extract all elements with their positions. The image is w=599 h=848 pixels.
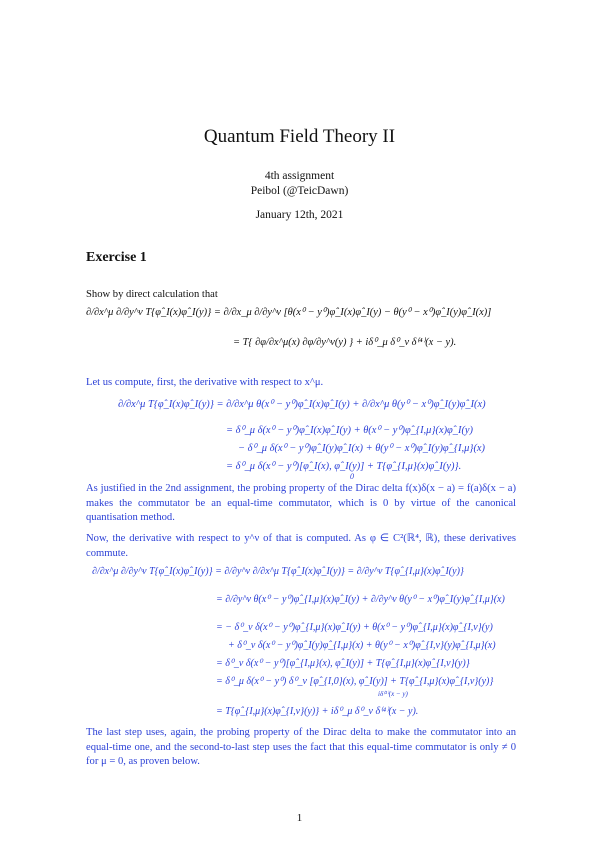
derivation-b-line2: = ∂/∂y^ν θ(x⁰ − y⁰)φ̂_{I,μ}(x)φ̂_I(y) + ∂/∂y^ν θ(y⁰ − x⁰)φ̂_I(y)φ̂_{I,μ}(x) — [216, 594, 505, 605]
assignment-label: 4th assignment — [264, 170, 335, 182]
statement-eq-line1: ∂/∂x^μ ∂/∂y^ν T{φ̂_I(x)φ̂_I(y)} = ∂/∂x_μ ∂/∂y^ν [θ(x⁰ − y⁰)φ̂_I(x)φ̂_I(y) − θ(y⁰ − x⁰)φ̂_I(y)φ̂_I(x)] — [86, 307, 492, 318]
statement-eq-line2: = T{ ∂φ/∂x^μ(x) ∂φ/∂y^ν(y) } + iδ⁰_μ δ⁰_ν δ⁽⁴⁾(x − y). — [233, 337, 457, 348]
derivation-b-line5: = δ⁰_ν δ(x⁰ − y⁰)[φ̂_{I,μ}(x), φ̂_I(y)] + T{φ̂_{I,μ}(x)φ̂_{I,ν}(y)} — [216, 658, 470, 669]
paragraph-commute: Now, the derivative with respect to y^ν of that is computed. As φ ∈ C²(ℝ⁴, ℝ), these derivatives commute. — [86, 533, 516, 559]
paragraph-delta: As justified in the 2nd assignment, the probing property of the Dirac delta f(x)δ(x − a) = f(a)δ(x − a) makes the commutator be an equal-time commutator, which is 0 by virtue of the canonical quantisation method. — [86, 483, 516, 523]
date-label: January 12th, 2021 — [255, 209, 344, 221]
section-heading: Exercise 1 — [86, 250, 147, 265]
underbrace-zero-label: 0 — [350, 472, 354, 481]
derivation-b-line3: = − δ⁰_ν δ(x⁰ − y⁰)φ̂_{I,μ}(x)φ̂_I(y) + θ(x⁰ − y⁰)φ̂_{I,μ}(x)φ̂_{I,ν}(y) — [216, 622, 493, 633]
exercise-prompt: Show by direct calculation that — [86, 289, 218, 300]
derivation-a-line1: ∂/∂x^μ T{φ̂_I(x)φ̂_I(y)} = ∂/∂x^μ θ(x⁰ − y⁰)φ̂_I(x)φ̂_I(y) + ∂/∂x^μ θ(y⁰ − x⁰)φ̂_I(y)φ̂_I(x) — [118, 399, 486, 410]
intro-text: Let us compute, first, the derivative with respect to x^μ. — [86, 377, 324, 388]
paragraph-last: The last step uses, again, the probing property of the Dirac delta to make the commutator into an equal-time one, and the second-to-last step uses the fact that this equal-time commutator is only ≠ 0 for μ = 0, as proven below. — [86, 727, 516, 767]
page-number: 1 — [296, 812, 303, 824]
derivation-a-line3: − δ⁰_μ δ(x⁰ − y⁰)φ̂_I(y)φ̂_I(x) + θ(y⁰ − x⁰)φ̂_I(y)φ̂_{I,μ}(x) — [238, 443, 485, 454]
derivation-a-line4: = δ⁰_μ δ(x⁰ − y⁰)[φ̂_I(x), φ̂_I(y)] + T{φ̂_{I,μ}(x)φ̂_I(y)}. — [226, 461, 462, 472]
derivation-b-line6: = δ⁰_μ δ(x⁰ − y⁰) δ⁰_ν [φ̂_{I,0}(x), φ̂_I(y)] + T{φ̂_{I,μ}(x)φ̂_{I,ν}(y)} — [216, 676, 494, 687]
derivation-b-line7: = T{φ̂_{I,μ}(x)φ̂_{I,ν}(y)} + iδ⁰_μ δ⁰_ν δ⁽⁴⁾(x − y). — [216, 706, 419, 717]
derivation-b-line1: ∂/∂x^μ ∂/∂y^ν T{φ̂_I(x)φ̂_I(y)} = ∂/∂y^ν ∂/∂x^μ T{φ̂_I(x)φ̂_I(y)} = ∂/∂y^ν T{φ̂_{I,μ}(x)φ̂_I(y)} — [92, 566, 464, 577]
author-label: Peibol (@TeicDawn) — [250, 185, 349, 197]
document-title: Quantum Field Theory II — [203, 126, 396, 147]
derivation-b-line4: + δ⁰_ν δ(x⁰ − y⁰)φ̂_I(y)φ̂_{I,μ}(x) + θ(y⁰ − x⁰)φ̂_{I,ν}(y)φ̂_{I,μ}(x) — [228, 640, 496, 651]
underbrace-delta-label: iδ⁽³⁾(x − y) — [378, 690, 408, 698]
derivation-a-line2: = δ⁰_μ δ(x⁰ − y⁰)φ̂_I(x)φ̂_I(y) + θ(x⁰ − y⁰)φ̂_{I,μ}(x)φ̂_I(y) — [226, 425, 473, 436]
